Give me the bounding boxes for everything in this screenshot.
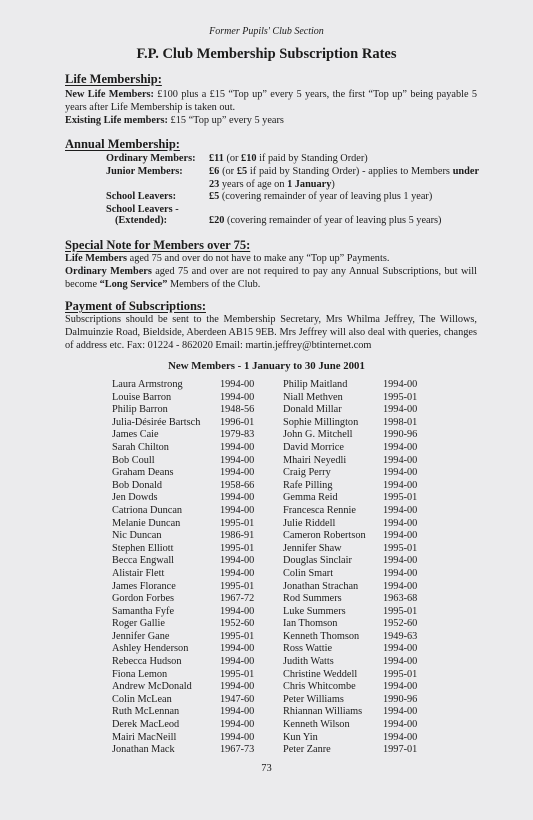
member-name: Mhairi Neyedli	[283, 454, 347, 466]
member-years: 1967-72	[220, 593, 255, 605]
life-existing-paragraph	[65, 114, 477, 127]
member-years: 1994-00	[383, 467, 418, 479]
list-item	[112, 719, 282, 732]
member-years: 1994-00	[220, 605, 255, 617]
member-years: 1994-00	[383, 379, 418, 390]
list-item	[283, 379, 423, 392]
member-years: 1994-00	[220, 555, 255, 567]
list-item	[112, 568, 282, 581]
life-new-label: New Life Members:	[65, 89, 154, 100]
list-item	[283, 744, 423, 757]
member-name: Craig Perry	[283, 467, 331, 479]
special-life-members: Life Members	[65, 253, 128, 264]
member-name: Julie Riddell	[283, 517, 336, 529]
life-existing-text: £15 “Top up” every 5 years	[167, 115, 284, 126]
member-years: 1990-96	[383, 693, 418, 705]
list-item	[112, 442, 282, 455]
member-name: James Florance	[112, 580, 176, 592]
section-header: Former Pupils' Club Section	[209, 26, 324, 37]
list-item	[283, 429, 423, 442]
member-name: Graham Deans	[112, 467, 174, 479]
junior-members-rate	[209, 165, 479, 191]
member-name: Bob Donald	[112, 479, 163, 491]
list-item	[112, 455, 282, 468]
list-item	[112, 656, 282, 669]
member-years: 1958-66	[220, 479, 255, 491]
list-item	[283, 404, 423, 417]
member-name: Judith Watts	[283, 656, 334, 668]
member-name: Mairi MacNeill	[112, 731, 177, 743]
member-name: Peter Zanre	[283, 744, 331, 756]
life-existing-label: Existing Life members:	[65, 115, 168, 126]
list-item	[283, 568, 423, 581]
junior-members-label: Junior Members:	[106, 166, 183, 177]
list-item	[112, 530, 282, 543]
member-name: Peter Williams	[283, 693, 344, 705]
list-item	[283, 555, 423, 568]
member-years: 1979-83	[220, 429, 255, 441]
member-name: Jonathan Mack	[112, 744, 175, 756]
list-item	[112, 467, 282, 480]
life-membership-heading: Life Membership:	[65, 72, 162, 86]
list-item	[283, 643, 423, 656]
school-leavers-label: School Leavers:	[106, 191, 177, 202]
list-item	[283, 480, 423, 493]
list-item	[112, 555, 282, 568]
junior-amount-standing-order: £5	[236, 166, 248, 177]
member-name: Ruth McLennan	[112, 706, 180, 718]
list-item	[112, 606, 282, 619]
list-item	[112, 543, 282, 556]
list-item	[283, 669, 423, 682]
list-item	[283, 518, 423, 531]
member-name: Laura Armstrong	[112, 379, 183, 390]
member-name: Kun Yin	[283, 731, 318, 743]
member-name: Rafe Pilling	[283, 479, 333, 491]
school-leavers-amount: £5	[209, 191, 220, 202]
special-ordinary-text-2: Members of the Club.	[167, 279, 261, 290]
member-years: 1994-00	[220, 719, 255, 731]
member-years: 1994-00	[383, 530, 418, 542]
special-life-text: aged 75 and over do not have to make any “Top up” Payments.	[127, 253, 390, 264]
junior-date: 1 January	[287, 179, 332, 190]
list-item	[112, 404, 282, 417]
member-name: Catriona Duncan	[112, 504, 183, 516]
member-name: Philip Barron	[112, 404, 168, 416]
member-name: Kenneth Wilson	[283, 719, 350, 731]
member-name: Nic Duncan	[112, 530, 162, 542]
list-item	[283, 732, 423, 745]
list-item	[112, 732, 282, 745]
member-name: Douglas Sinclair	[283, 555, 352, 567]
member-name: Francesca Rennie	[283, 504, 356, 516]
school-leavers-extended-amount: £20	[209, 215, 225, 226]
junior-amount: £6	[209, 166, 220, 177]
list-item	[112, 392, 282, 405]
list-item	[283, 530, 423, 543]
member-name: Rhiannan Williams	[283, 706, 363, 718]
list-item	[283, 618, 423, 631]
new-members-list-left	[112, 379, 282, 757]
member-name: Colin Smart	[283, 567, 334, 579]
member-years: 1994-00	[383, 643, 418, 655]
member-name: Philip Maitland	[283, 379, 348, 390]
member-years: 1994-00	[220, 441, 255, 453]
member-years: 1994-00	[383, 656, 418, 668]
list-item	[283, 417, 423, 430]
list-item	[112, 505, 282, 518]
member-name: Ian Thomson	[283, 618, 338, 630]
life-new-text: £100 plus a £15 “Top up” every 5 years, the first “Top up” being payable 5 years after Life Membership is taken out.	[65, 89, 477, 113]
member-years: 1994-00	[220, 504, 255, 516]
member-name: Gemma Reid	[283, 492, 338, 504]
member-name: Gordon Forbes	[112, 593, 175, 605]
member-years: 1995-01	[383, 391, 418, 403]
member-years: 1994-00	[383, 555, 418, 567]
member-name: Stephen Elliott	[112, 542, 174, 554]
member-years: 1994-00	[220, 681, 255, 693]
list-item	[112, 694, 282, 707]
school-leavers-extended-rate	[209, 214, 479, 227]
list-item	[112, 744, 282, 757]
list-item	[112, 669, 282, 682]
member-years: 1995-01	[383, 492, 418, 504]
member-years: 1994-00	[383, 454, 418, 466]
list-item	[283, 543, 423, 556]
list-item	[112, 593, 282, 606]
list-item	[283, 492, 423, 505]
member-name: John G. Mitchell	[283, 429, 353, 441]
member-name: Cameron Robertson	[283, 530, 366, 542]
list-item	[283, 505, 423, 518]
list-item	[283, 392, 423, 405]
list-item	[112, 643, 282, 656]
junior-text-b: if paid by Standing Order) - applies to Members	[247, 166, 453, 177]
list-item	[283, 593, 423, 606]
junior-text-a: (or	[219, 166, 237, 177]
school-leavers-extended-text: (covering remainder of year of leaving plus 5 years)	[224, 215, 442, 226]
member-years: 1949-63	[383, 630, 418, 642]
member-name: Bob Coull	[112, 454, 155, 466]
member-name: David Morrice	[283, 441, 344, 453]
member-name: Andrew McDonald	[112, 681, 192, 693]
ordinary-amount-standing-order: £10	[241, 153, 257, 164]
member-name: James Caie	[112, 429, 159, 441]
list-item	[283, 442, 423, 455]
special-note-life	[65, 252, 477, 265]
member-name: Roger Gallie	[112, 618, 165, 630]
payment-paragraph: Subscriptions should be sent to the Membership Secretary, Mrs Whilma Jeffrey, The Willows, Dalmuinzie Road, Bieldside, Aberdeen AB15 9EB. Mrs Jeffrey will also deal with queries, changes of address etc. Fax: 01224 - 862020 Email: martin.jeffrey@btinternet.com	[65, 314, 477, 351]
member-name: Alistair Flett	[112, 567, 165, 579]
member-name: Christine Weddell	[283, 668, 358, 680]
member-name: Luke Summers	[283, 605, 346, 617]
special-note-heading: Special Note for Members over 75:	[65, 238, 251, 252]
ordinary-text-b: if paid by Standing Order)	[256, 153, 368, 164]
member-years: 1994-00	[220, 731, 255, 743]
list-item	[112, 417, 282, 430]
member-years: 1986-91	[220, 530, 255, 542]
school-leavers-text: (covering remainder of year of leaving plus 1 year)	[219, 191, 433, 202]
member-years: 1995-01	[220, 630, 255, 642]
member-name: Becca Engwall	[112, 555, 175, 567]
list-item	[112, 706, 282, 719]
new-members-title: New Members - 1 January to 30 June 2001	[168, 360, 365, 372]
member-name: Jen Dowds	[112, 492, 158, 504]
page-number: 73	[261, 763, 272, 774]
life-new-paragraph	[65, 88, 477, 114]
member-name: Fiona Lemon	[112, 668, 168, 680]
ordinary-members-label: Ordinary Members:	[106, 153, 196, 164]
member-years: 1995-01	[220, 668, 255, 680]
list-item	[283, 631, 423, 644]
member-years: 1990-96	[383, 429, 418, 441]
list-item	[112, 492, 282, 505]
member-years: 1994-00	[220, 492, 255, 504]
member-years: 1994-00	[220, 454, 255, 466]
list-item	[283, 455, 423, 468]
member-name: Julia-Désirée Bartsch	[112, 416, 201, 428]
member-years: 1994-00	[383, 479, 418, 491]
member-years: 1994-00	[383, 719, 418, 731]
list-item	[283, 656, 423, 669]
member-years: 1963-68	[383, 593, 418, 605]
member-years: 1994-00	[220, 706, 255, 718]
member-years: 1996-01	[220, 416, 255, 428]
member-name: Ross Wattie	[283, 643, 333, 655]
member-years: 1994-00	[220, 567, 255, 579]
member-years: 1995-01	[220, 542, 255, 554]
special-ordinary-text: aged 75 and over are not required to pay any Annual Subscriptions, but will become	[65, 266, 477, 290]
member-name: Jennifer Gane	[112, 630, 170, 642]
member-years: 1994-00	[220, 643, 255, 655]
ordinary-amount: £11	[209, 153, 224, 164]
list-item	[112, 681, 282, 694]
junior-text-d: )	[331, 179, 335, 190]
page-title: F.P. Club Membership Subscription Rates	[136, 46, 397, 62]
special-note-ordinary	[65, 265, 477, 291]
member-years: 1994-00	[383, 441, 418, 453]
member-years: 1994-00	[220, 656, 255, 668]
member-years: 1995-01	[383, 542, 418, 554]
member-years: 1994-00	[383, 681, 418, 693]
member-years: 1994-00	[383, 567, 418, 579]
annual-membership-heading: Annual Membership:	[65, 137, 180, 151]
member-name: Louise Barron	[112, 391, 172, 403]
member-name: Melanie Duncan	[112, 517, 181, 529]
member-years: 1952-60	[383, 618, 418, 630]
member-name: Sophie Millington	[283, 416, 359, 428]
member-years: 1994-00	[383, 517, 418, 529]
list-item	[283, 606, 423, 619]
ordinary-text-a: (or	[223, 153, 242, 164]
member-name: Ashley Henderson	[112, 643, 189, 655]
school-leavers-rate	[209, 190, 479, 203]
member-name: Jennifer Shaw	[283, 542, 342, 554]
member-years: 1994-00	[383, 404, 418, 416]
member-years: 1997-01	[383, 744, 418, 756]
member-name: Kenneth Thomson	[283, 630, 360, 642]
member-years: 1967-73	[220, 744, 255, 756]
junior-age-limit: under 23	[209, 166, 480, 190]
member-years: 1994-00	[220, 379, 255, 390]
list-item	[283, 694, 423, 707]
member-years: 1994-00	[383, 706, 418, 718]
list-item	[283, 467, 423, 480]
list-item	[112, 379, 282, 392]
payment-heading: Payment of Subscriptions:	[65, 299, 206, 313]
list-item	[112, 518, 282, 531]
member-years: 1995-01	[383, 668, 418, 680]
member-years: 1994-00	[383, 504, 418, 516]
member-years: 1952-60	[220, 618, 255, 630]
member-years: 1995-01	[383, 605, 418, 617]
list-item	[112, 581, 282, 594]
member-years: 1994-00	[383, 731, 418, 743]
special-long-service: “Long Service”	[99, 279, 168, 290]
member-name: Chris Whitcombe	[283, 681, 356, 693]
list-item	[112, 618, 282, 631]
member-years: 1947-60	[220, 693, 255, 705]
list-item	[283, 719, 423, 732]
member-years: 1994-00	[220, 467, 255, 479]
member-years: 1994-00	[220, 391, 255, 403]
member-name: Samantha Fyfe	[112, 605, 175, 617]
member-name: Sarah Chilton	[112, 441, 169, 453]
list-item	[112, 429, 282, 442]
member-name: Rebecca Hudson	[112, 656, 182, 668]
special-ordinary-members: Ordinary Members	[65, 266, 152, 277]
list-item	[283, 581, 423, 594]
member-name: Derek MacLeod	[112, 719, 180, 731]
list-item	[283, 706, 423, 719]
list-item	[112, 631, 282, 644]
ordinary-members-rate	[209, 152, 479, 165]
school-leavers-extended-label-2: (Extended):	[115, 215, 168, 226]
school-leavers-extended-label-1: School Leavers -	[106, 204, 179, 215]
member-name: Niall Methven	[283, 391, 343, 403]
member-years: 1948-56	[220, 404, 255, 416]
member-years: 1994-00	[383, 580, 418, 592]
list-item	[112, 480, 282, 493]
junior-text-c: years of age on	[219, 179, 288, 190]
list-item	[283, 681, 423, 694]
member-name: Colin McLean	[112, 693, 172, 705]
member-name: Jonathan Strachan	[283, 580, 359, 592]
member-years: 1995-01	[220, 517, 255, 529]
new-members-list-right	[283, 379, 423, 757]
member-name: Rod Summers	[283, 593, 342, 605]
member-years: 1995-01	[220, 580, 255, 592]
member-name: Donald Millar	[283, 404, 342, 416]
member-years: 1998-01	[383, 416, 418, 428]
